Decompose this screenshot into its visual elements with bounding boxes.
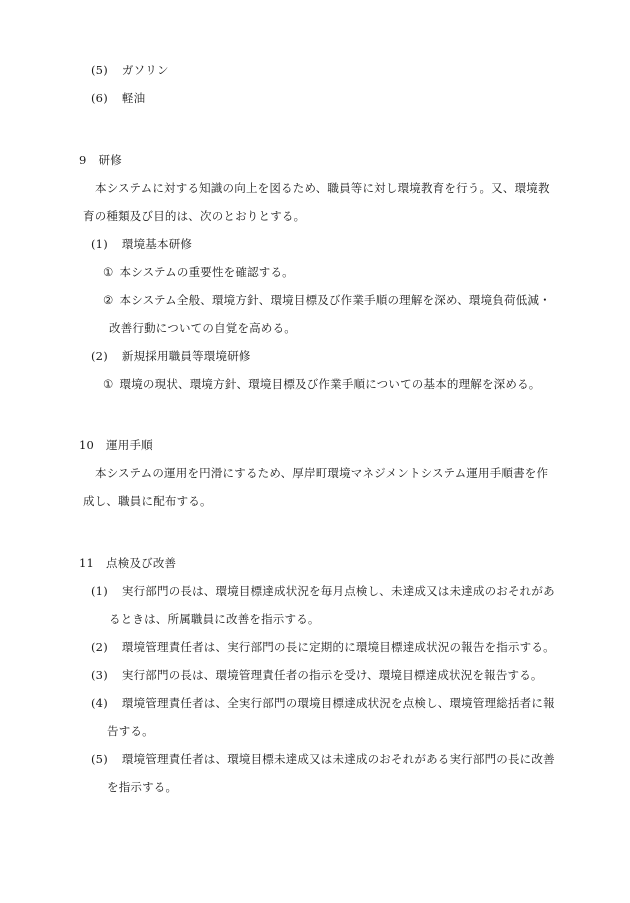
- section-title: 研修: [98, 153, 122, 167]
- item-number: (4): [91, 696, 108, 710]
- paragraph-line: 本システムの運用を円滑にするため、厚岸町環境マネジメントシステム運用手順書を作: [95, 466, 549, 480]
- item-text: 実行部門の長は、環境管理責任者の指示を受け、環境目標達成状況を報告する。: [121, 668, 543, 682]
- list-item-continuation: 改善行動についての自覚を高める。: [109, 321, 296, 335]
- section-number: 9: [79, 153, 87, 167]
- item-text: 本システム全般、環境方針、環境目標及び作業手順の理解を深め、環境負荷低減・: [119, 293, 551, 307]
- item-mark: ①: [103, 265, 114, 279]
- subsection-title: 環境基本研修: [121, 237, 193, 251]
- list-item-continuation: 告する。: [107, 724, 154, 738]
- item-number: (6): [91, 91, 108, 105]
- item-text: 環境管理責任者は、実行部門の長に定期的に環境目標達成状況の報告を指示する。: [121, 640, 555, 654]
- list-item: [103, 264, 630, 280]
- list-item: [91, 639, 630, 655]
- list-item: [91, 695, 630, 711]
- section-heading: [79, 152, 630, 168]
- item-number: (5): [91, 752, 108, 766]
- item-text: 環境の現状、環境方針、環境目標及び作業手順についての基本的理解を深める。: [119, 377, 541, 391]
- list-item: [91, 62, 630, 78]
- paragraph-line: 本システムに対する知識の向上を図るため、職員等に対し環境教育を行う。又、環境教: [95, 181, 550, 195]
- section-heading: [79, 555, 630, 571]
- item-mark: ②: [103, 293, 114, 307]
- list-item: [91, 90, 630, 106]
- paragraph-line: 育の種類及び目的は、次のとおりとする。: [83, 209, 306, 223]
- list-item: [103, 292, 630, 308]
- section-title: 運用手順: [106, 438, 153, 452]
- section-heading: [79, 437, 630, 453]
- section-number: 11: [79, 556, 95, 570]
- item-text: 実行部門の長は、環境目標達成状況を毎月点検し、未達成又は未達成のおそれがあ: [121, 584, 555, 598]
- list-item: [103, 376, 630, 392]
- item-text: 本システムの重要性を確認する。: [119, 265, 294, 279]
- list-item-continuation: を指示する。: [107, 780, 178, 794]
- list-item: [91, 583, 630, 599]
- list-item: [91, 667, 630, 683]
- subsection-heading: [91, 348, 630, 364]
- item-number: (3): [91, 668, 108, 682]
- item-text: 軽油: [121, 91, 146, 105]
- section-number: 10: [79, 438, 95, 452]
- item-text: 環境管理責任者は、全実行部門の環境目標達成状況を点検し、環境管理総括者に報: [121, 696, 555, 710]
- paragraph-line: 成し、職員に配布する。: [83, 494, 212, 508]
- list-item: [91, 751, 630, 767]
- item-number: (2): [91, 349, 108, 363]
- item-mark: ①: [103, 377, 114, 391]
- item-text: 環境管理責任者は、環境目標未達成又は未達成のおそれがある実行部門の長に改善: [121, 752, 555, 766]
- item-number: (2): [91, 640, 108, 654]
- subsection-title: 新規採用職員等環境研修: [121, 349, 251, 363]
- item-number: (1): [91, 584, 108, 598]
- item-number: (1): [91, 237, 108, 251]
- item-text: ガソリン: [121, 63, 169, 77]
- list-item-continuation: るときは、所属職員に改善を指示する。: [109, 612, 320, 626]
- section-title: 点検及び改善: [106, 556, 177, 570]
- item-number: (5): [91, 63, 108, 77]
- subsection-heading: [91, 236, 630, 252]
